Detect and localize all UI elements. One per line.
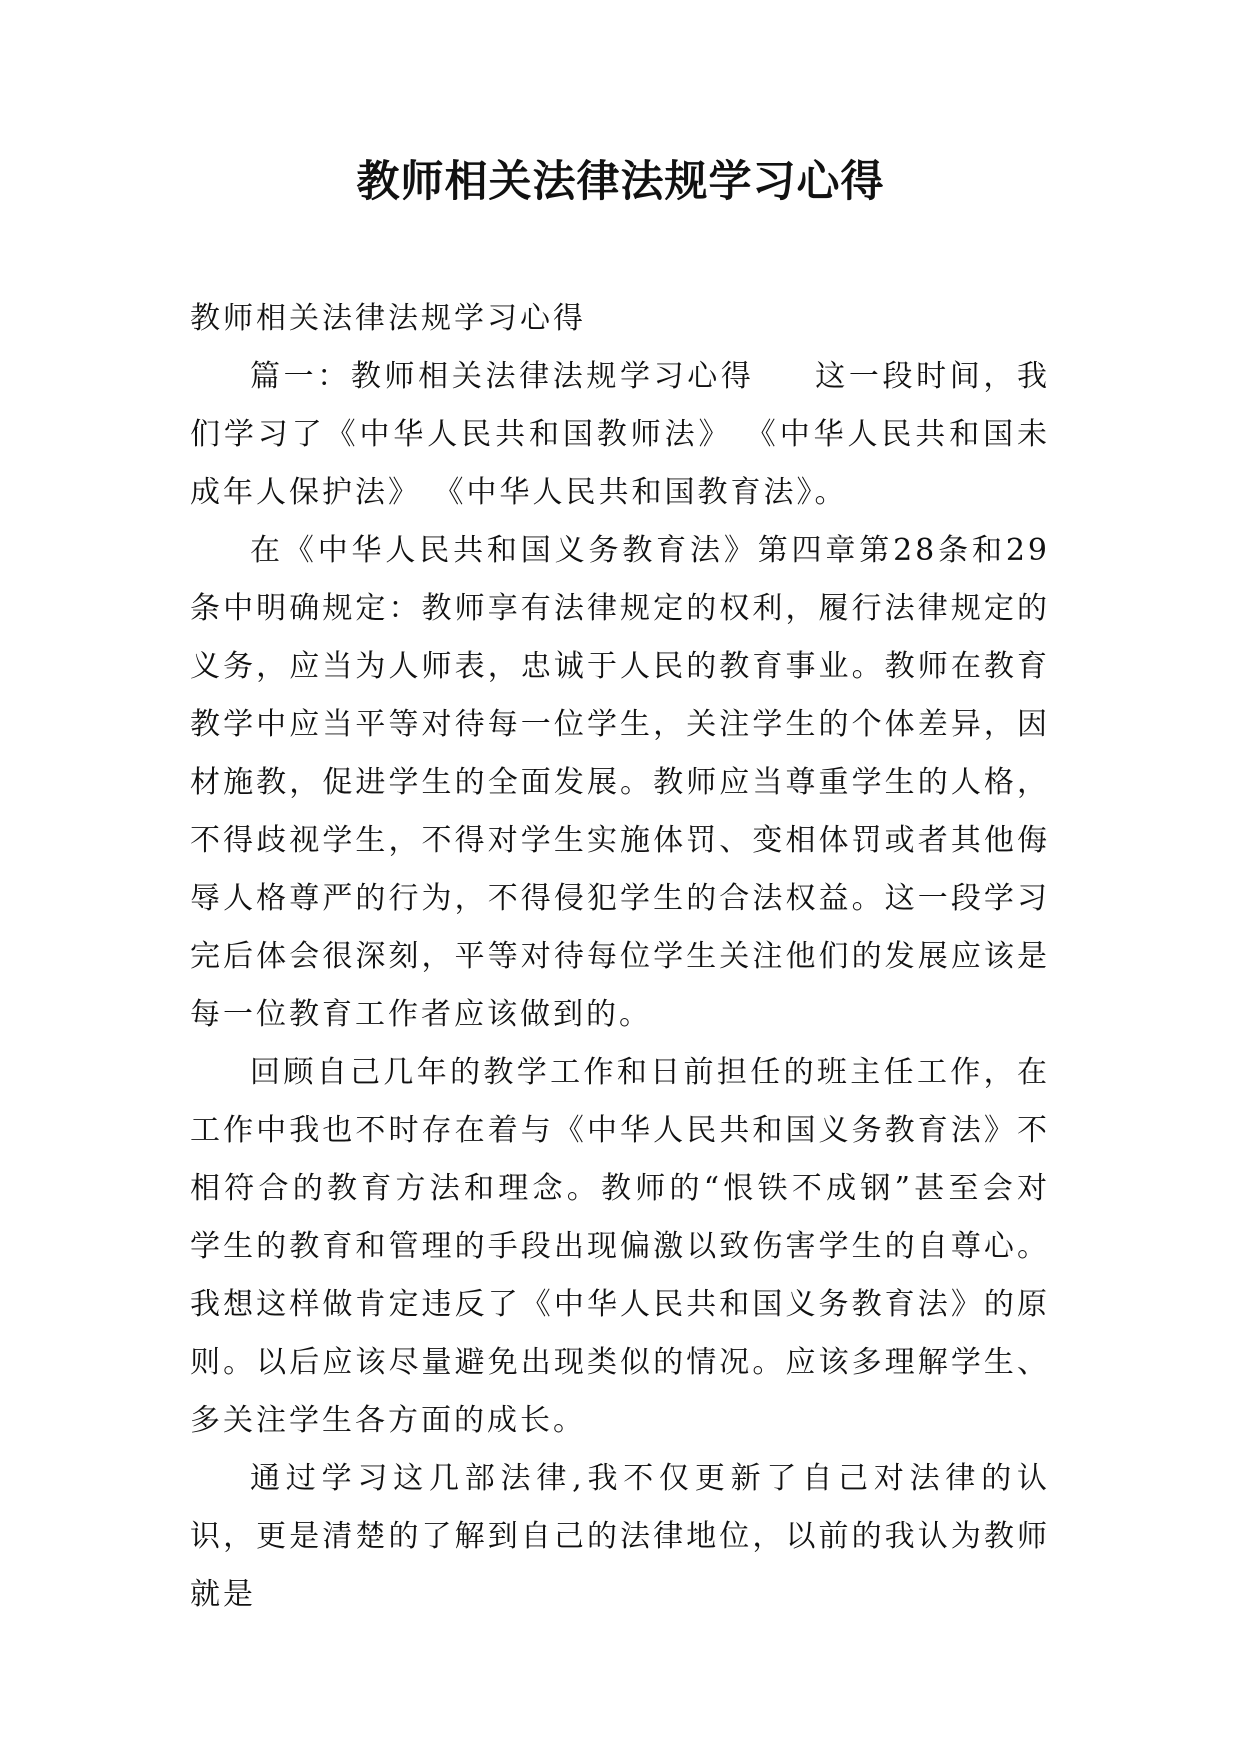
paragraph-3: 通过学习这几部法律,我不仅更新了自己对法律的认识，更是清楚的了解到自己的法律地位，以前的我认为教师就是 bbox=[190, 1461, 1050, 1612]
intro-paragraph bbox=[190, 348, 1050, 522]
document-subtitle: 教师相关法律法规学习心得 bbox=[190, 301, 586, 336]
intro-text: 这一段时间，我们学习了《中华人民共和国教师法》 《中华人民共和国未成年人保护法》 《中华人民共和国教育法》。 bbox=[190, 359, 1051, 510]
document-title: 教师相关法律法规学习心得 bbox=[356, 157, 885, 207]
intro-heading: 篇一：教师相关法律法规学习心得 bbox=[250, 359, 755, 394]
paragraph-2: 回顾自己几年的教学工作和日前担任的班主任工作，在工作中我也不时存在着与《中华人民共和国义务教育法》不相符合的教育方法和理念。教师的“恨铁不成钢”甚至会对学生的教育和管理的手段出现偏激以致伤害学生的自尊心。我想这样做肯定违反了《中华人民共和国义务教育法》的原则。以后应该尽量避免出现类似的情况。应该多理解学生、多关注学生各方面的成长。 bbox=[190, 1055, 1050, 1438]
document-body bbox=[190, 290, 1050, 1624]
paragraph-1: 在《中华人民共和国义务教育法》第四章第28条和29条中明确规定：教师享有法律规定的权利，履行法律规定的义务，应当为人师表，忠诚于人民的教育事业。教师在教育教学中应当平等对待每一位学生，关注学生的个体差异，因材施教，促进学生的全面发展。教师应当尊重学生的人格，不得歧视学生，不得对学生实施体罚、变相体罚或者其他侮辱人格尊严的行为，不得侵犯学生的合法权益。这一段学习完后体会很深刻，平等对待每位学生关注他们的发展应该是每一位教育工作者应该做到的。 bbox=[190, 533, 1050, 1032]
